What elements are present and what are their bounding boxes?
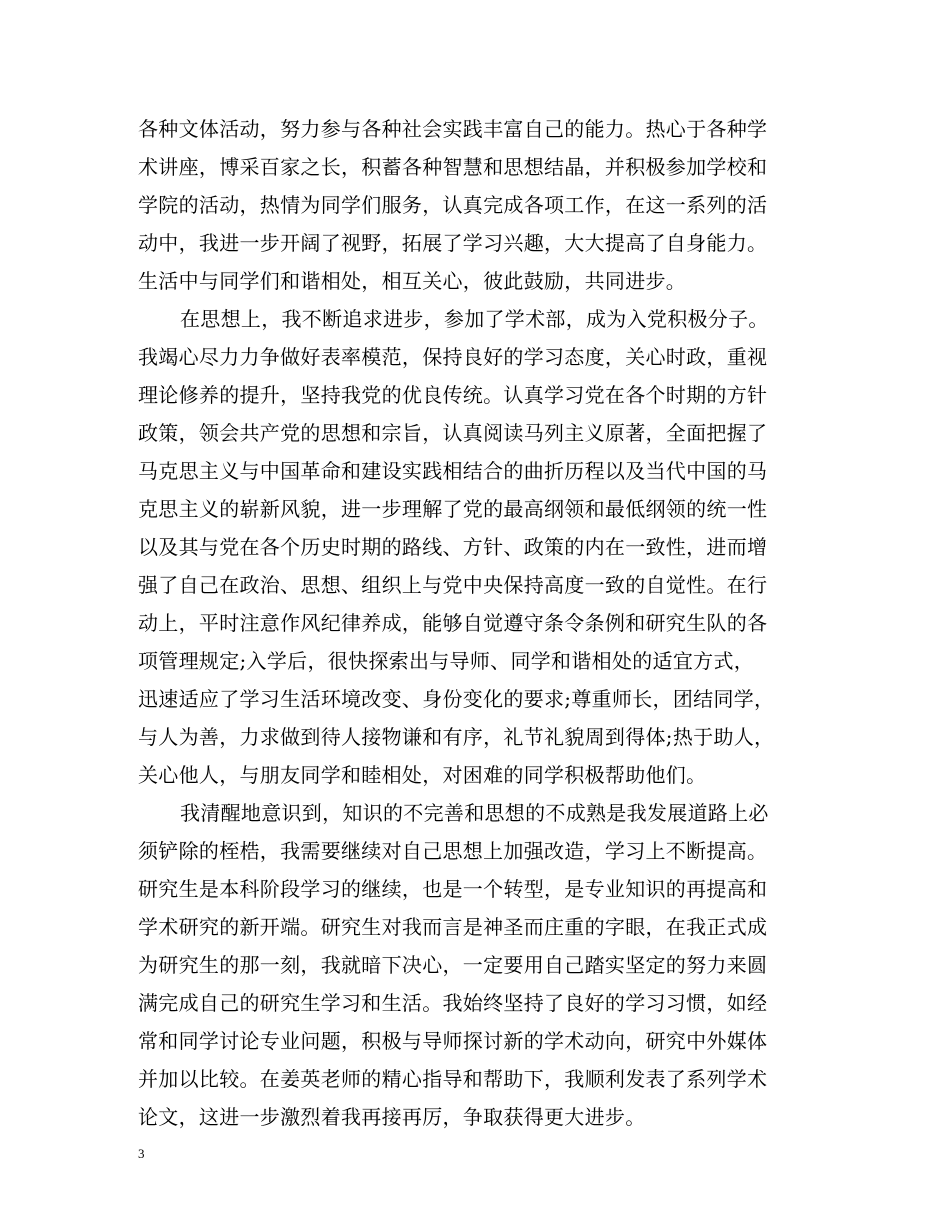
text-line: 生活中与同学们和谐相处，相互关心，彼此鼓励，共同进步。 [138,269,687,293]
text-line: 动中，我进一步开阔了视野，拓展了学习兴趣，大大提高了自身能力。 [138,231,768,255]
text-line: 克思主义的崭新风貌，进一步理解了党的最高纲领和最低纲领的统一性 [138,497,768,521]
text-line: 为研究生的那一刻，我就暗下决心，一定要用自己踏实坚定的努力来圆 [138,953,768,977]
text-line: 以及其与党在各个历史时期的路线、方针、政策的内在一致性，进而增 [138,535,768,559]
text-line: 关心他人，与朋友同学和睦相处，对困难的同学积极帮助他们。 [138,763,707,787]
text-line: 项管理规定;入学后，很快探索出与导师、同学和谐相处的适宜方式， [138,649,755,673]
text-line: 马克思主义与中国革命和建设实践相结合的曲折历程以及当代中国的马 [138,459,768,483]
text-line: 理论修养的提升，坚持我党的优良传统。认真学习党在各个时期的方针 [138,383,768,407]
text-line: 与人为善，力求做到待人接物谦和有序，礼节礼貌周到得体;热于助人， [138,725,775,749]
text-line: 强了自己在政治、思想、组织上与党中央保持高度一致的自觉性。在行 [138,573,768,597]
text-line: 常和同学讨论专业问题，积极与导师探讨新的学术动向，研究中外媒体 [138,1029,768,1053]
text-line: 论文，这进一步激烈着我再接再厉，争取获得更大进步。 [138,1105,646,1129]
text-line: 各种文体活动，努力参与各种社会实践丰富自己的能力。热心于各种学 [138,117,768,141]
text-line: 迅速适应了学习生活环境改变、身份变化的要求;尊重师长，团结同学， [138,687,775,711]
text-line: 研究生是本科阶段学习的继续，也是一个转型，是专业知识的再提高和 [138,877,768,901]
text-line: 满完成自己的研究生学习和生活。我始终坚持了良好的学习习惯，如经 [138,991,768,1015]
text-line: 政策，领会共产党的思想和宗旨，认真阅读马列主义原著，全面把握了 [138,421,768,445]
paragraph-start-line: 我清醒地意识到，知识的不完善和思想的不成熟是我发展道路上必 [180,801,769,825]
text-line: 学院的活动，热情为同学们服务，认真完成各项工作，在这一系列的活 [138,193,768,217]
page-number: 3 [138,1146,145,1161]
text-line: 并加以比较。在姜英老师的精心指导和帮助下，我顺利发表了系列学术 [138,1067,768,1091]
paragraph-start-line: 在思想上，我不断追求进步，参加了学术部，成为入党积极分子。 [180,307,769,331]
text-line: 须铲除的桎梏，我需要继续对自己思想上加强改造，学习上不断提高。 [138,839,768,863]
text-line: 我竭心尽力力争做好表率模范，保持良好的学习态度，关心时政，重视 [138,345,768,369]
text-line: 学术研究的新开端。研究生对我而言是神圣而庄重的字眼，在我正式成 [138,915,768,939]
text-line: 术讲座，博采百家之长，积蓄各种智慧和思想结晶，并积极参加学校和 [138,155,768,179]
text-line: 动上，平时注意作风纪律养成，能够自觉遵守条令条例和研究生队的各 [138,611,768,635]
document-body [138,110,828,1136]
